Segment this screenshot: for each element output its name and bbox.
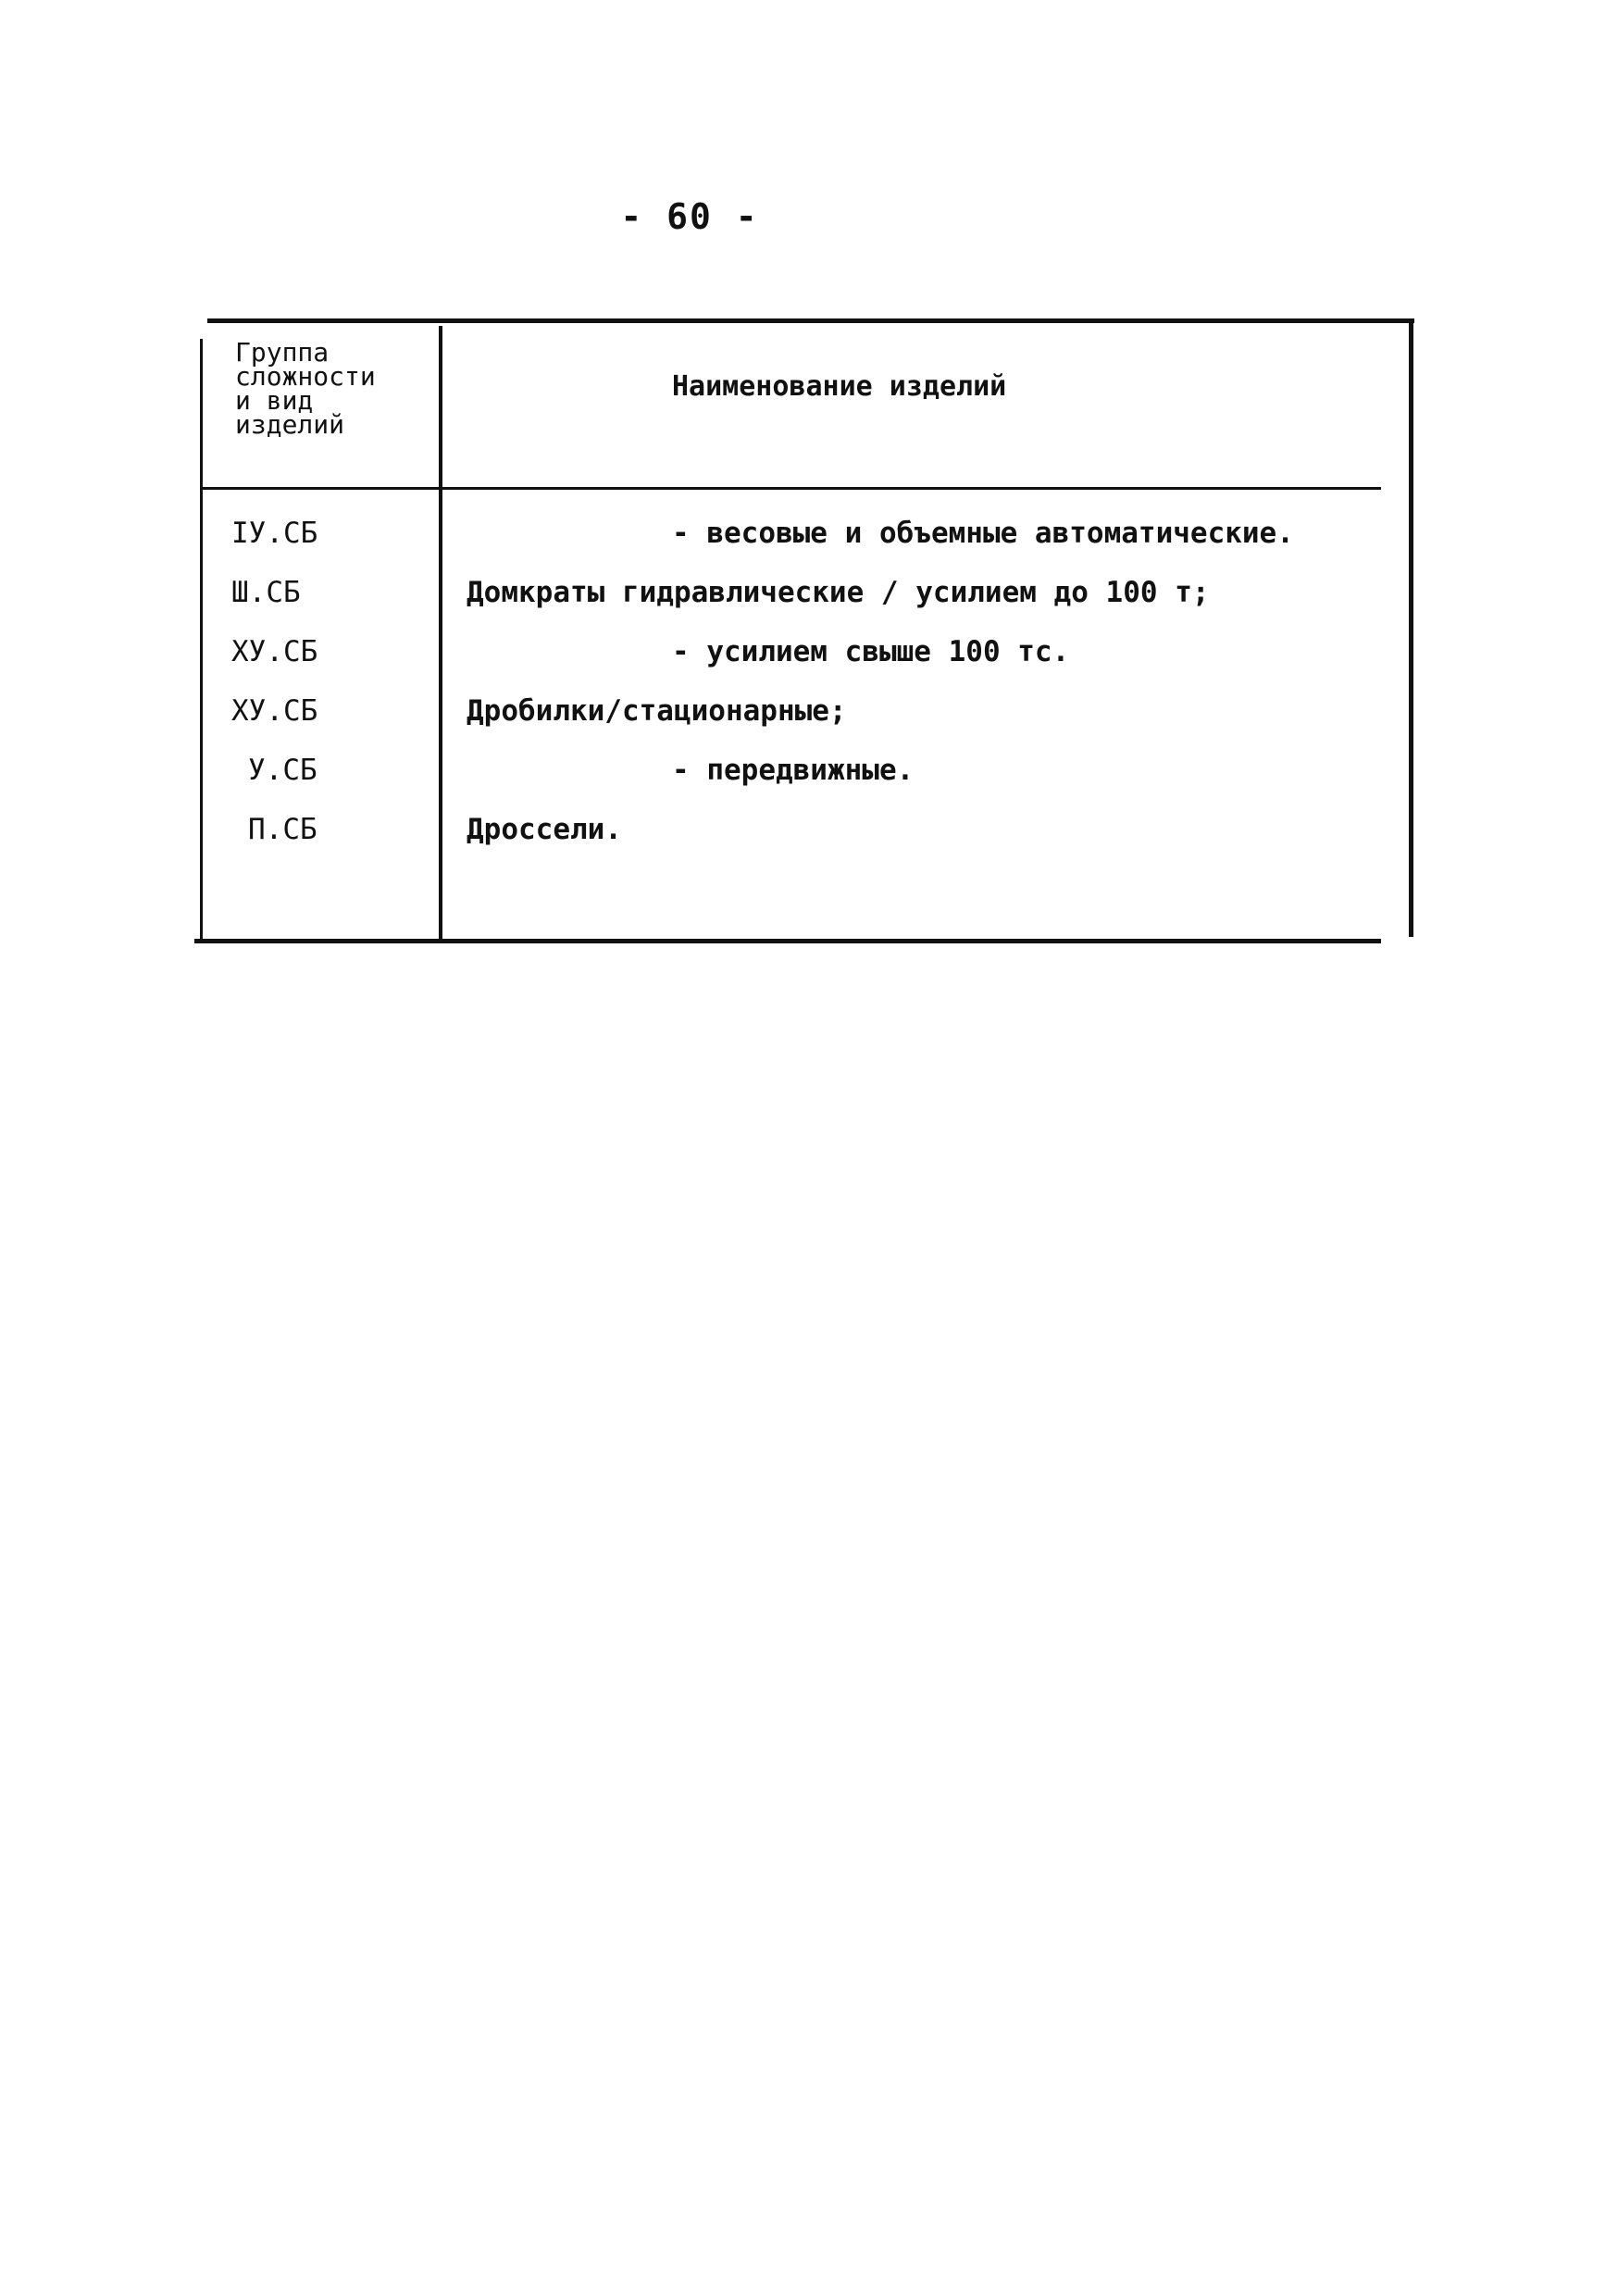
page-number: - 60 - (620, 196, 759, 237)
table-row (200, 517, 1409, 572)
cell-group: ХУ.СБ (231, 694, 318, 728)
cell-group: Ш.СБ (231, 576, 301, 609)
cell-product-name: Дробилки/стационарные; (467, 694, 847, 728)
cell-product-name: - весовые и объемные автоматические. (672, 517, 1294, 550)
table-row (200, 813, 1409, 868)
table-row (200, 635, 1409, 691)
table-row (200, 754, 1409, 809)
cell-product-name: Домкраты гидравлические / усилием до 100 т; (467, 576, 1210, 609)
cell-product-name: Дроссели. (467, 813, 622, 846)
cell-group: У.СБ (248, 754, 317, 787)
cell-product-name: - усилием свыше 100 тс. (672, 635, 1070, 668)
table-top-rule (207, 318, 1414, 323)
cell-product-name: - передвижные. (672, 754, 915, 787)
table-header-rule (200, 487, 1381, 490)
table-row (200, 694, 1409, 750)
header-complexity-group: Группа сложности и вид изделий (235, 337, 376, 440)
table-row (200, 576, 1409, 631)
table-right-border (1409, 318, 1413, 937)
table-bottom-rule (194, 939, 1381, 943)
cell-group: П.СБ (248, 813, 317, 846)
cell-group: ХУ.СБ (231, 635, 318, 668)
products-table (200, 318, 1414, 944)
header-product-name: Наименование изделий (672, 370, 1007, 403)
cell-group: IУ.СБ (231, 517, 318, 550)
